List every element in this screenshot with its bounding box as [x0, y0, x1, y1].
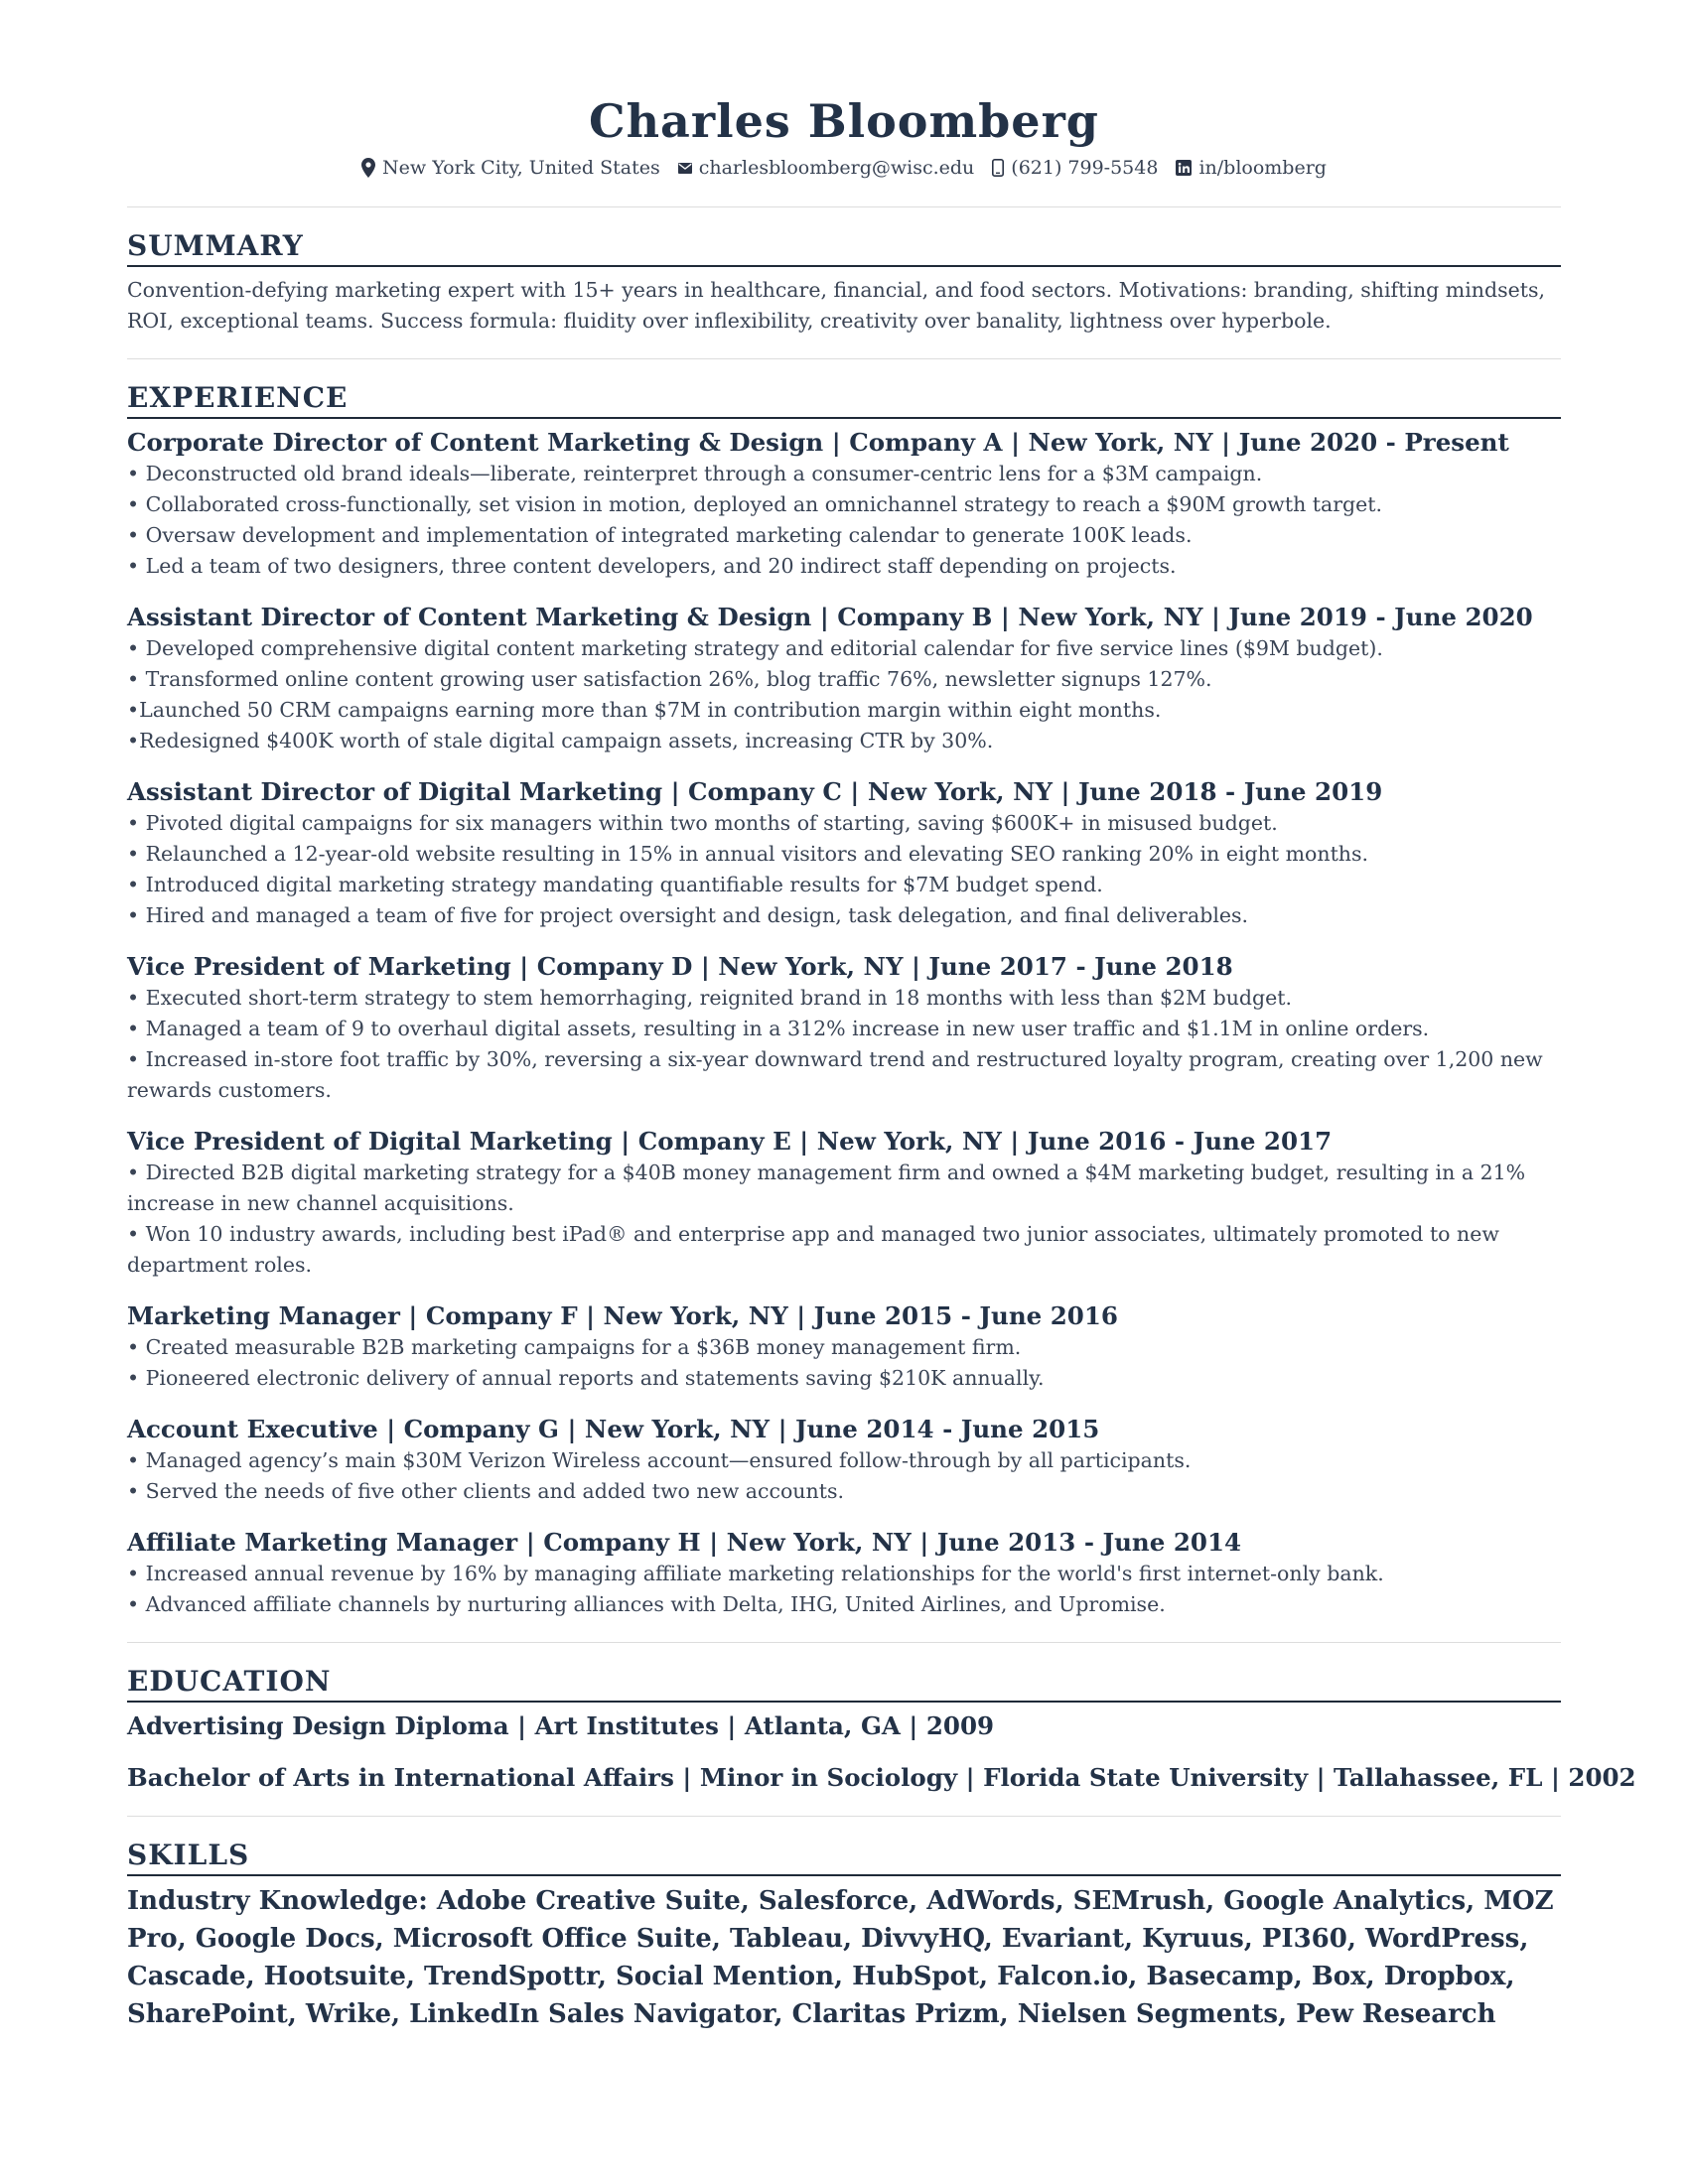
job-bullet: •Launched 50 CRM campaigns earning more than $7M in contribution margin within eight months.: [127, 698, 1162, 722]
job-bullet: • Won 10 industry awards, including best iPad® and enterprise app and managed two junior associates, ultimately promoted to new department roles.: [127, 1222, 1499, 1277]
job-bullet: • Pioneered electronic delivery of annual reports and statements saving $210K annually.: [127, 1366, 1045, 1390]
linkedin-icon: [1176, 160, 1192, 176]
job-bullet: • Increased in-store foot traffic by 30%, reversing a six-year downward trend and restructured loyalty program, creating over 1,200 new rewards customers.: [127, 1047, 1543, 1102]
location-text: New York City, United States: [382, 157, 660, 179]
divider: [127, 206, 1561, 207]
job-bullet: • Oversaw development and implementation of integrated marketing calendar to generate 100K leads.: [127, 523, 1193, 547]
job-title: Affiliate Marketing Manager | Company H | New York, NY | June 2013 - June 2014: [127, 1528, 1242, 1557]
email-text[interactable]: charlesbloomberg@wisc.edu: [698, 157, 975, 179]
job-bullet: • Managed a team of 9 to overhaul digital assets, resulting in a 312% increase in new user traffic and $1.1M in online orders.: [127, 1017, 1430, 1040]
job-bullet: • Managed agency’s main $30M Verizon Wireless account—ensured follow-through by all participants.: [127, 1448, 1192, 1472]
education-section: [127, 1665, 1636, 1794]
experience-heading: EXPERIENCE: [127, 381, 1561, 419]
experience-section: [127, 381, 1561, 1620]
job-bullet: • Introduced digital marketing strategy mandating quantifiable results for $7M budget spend.: [127, 873, 1103, 896]
job-bullet: • Executed short-term strategy to stem hemorrhaging, reignited brand in 18 months with less than $2M budget.: [127, 986, 1293, 1010]
job-title: Marketing Manager | Company F | New York, NY | June 2015 - June 2016: [127, 1301, 1118, 1330]
job-entry: [127, 1414, 1561, 1507]
divider: [127, 358, 1561, 359]
linkedin-text[interactable]: in/bloomberg: [1198, 157, 1327, 179]
job-title: Assistant Director of Digital Marketing | Company C | New York, NY | June 2018 - June 2019: [127, 777, 1383, 806]
skills-section: [127, 1839, 1561, 2033]
job-bullet: • Hired and managed a team of five for project oversight and design, task delegation, and final deliverables.: [127, 903, 1249, 927]
skills-text: Industry Knowledge: Adobe Creative Suite, Salesforce, AdWords, SEMrush, Google Analytics, MOZ Pro, Google Docs, Microsoft Office Suite, Tableau, DivvyHQ, Evariant, Kyruus, PI360, WordPress, Cascade, Hootsuite, TrendSpottr, Social Mention, HubSpot, Falcon.io, Basecamp, Box, Dropbox, SharePoint, Wrike, LinkedIn Sales Navigator, Claritas Prizm, Nielsen Segments, Pew Research: [127, 1886, 1554, 2029]
divider: [127, 1816, 1561, 1817]
contact-linkedin[interactable]: [1176, 157, 1327, 179]
job-bullet: • Directed B2B digital marketing strategy for a $40B money management firm and owned a $4M marketing budget, resulting in a 21% increase in new channel acquisitions.: [127, 1160, 1526, 1215]
job-title: Vice President of Marketing | Company D | New York, NY | June 2017 - June 2018: [127, 952, 1233, 981]
job-bullet: • Pivoted digital campaigns for six managers within two months of starting, saving $600K+ in misused budget.: [127, 811, 1278, 835]
job-title: Assistant Director of Content Marketing & Design | Company B | New York, NY | June 2019 - June 2020: [127, 603, 1533, 631]
contact-bar: [127, 157, 1561, 179]
summary-section: [127, 229, 1561, 337]
map-pin-icon: [361, 158, 375, 178]
job-bullet: • Relaunched a 12-year-old website resulting in 15% in annual visitors and elevating SEO ranking 20% in eight months.: [127, 842, 1369, 866]
job-bullet: • Transformed online content growing user satisfaction 26%, blog traffic 76%, newsletter signups 127%.: [127, 667, 1212, 691]
job-title: Vice President of Digital Marketing | Company E | New York, NY | June 2016 - June 2017: [127, 1127, 1333, 1156]
job-entry: [127, 602, 1561, 756]
job-entry: [127, 951, 1561, 1106]
summary-text: Convention-defying marketing expert with 15+ years in healthcare, financial, and food sectors. Motivations: branding, shifting mindsets, ROI, exceptional teams. Success formula: fluidity over inflexibility, creativity over banality, lightness over hyperbole.: [127, 278, 1546, 333]
candidate-name: Charles Bloomberg: [589, 94, 1099, 148]
job-bullet: •Redesigned $400K worth of stale digital campaign assets, increasing CTR by 30%.: [127, 729, 994, 752]
divider: [127, 1642, 1561, 1643]
mobile-phone-icon: [992, 159, 1004, 177]
job-title: Corporate Director of Content Marketing & Design | Company A | New York, NY | June 2020 - Present: [127, 428, 1509, 457]
job-bullet: • Created measurable B2B marketing campaigns for a $36B money management firm.: [127, 1335, 1022, 1359]
education-entry: Advertising Design Diploma | Art Institutes | Atlanta, GA | 2009: [127, 1711, 995, 1740]
job-bullet: • Led a team of two designers, three content developers, and 20 indirect staff depending on projects.: [127, 554, 1177, 578]
job-bullet: • Increased annual revenue by 16% by managing affiliate marketing relationships for the world's first internet-only bank.: [127, 1562, 1384, 1585]
job-bullet: • Advanced affiliate channels by nurturing alliances with Delta, IHG, United Airlines, and Upromise.: [127, 1592, 1166, 1616]
job-entry: [127, 1126, 1561, 1281]
phone-text: (621) 799-5548: [1011, 157, 1159, 179]
education-heading: EDUCATION: [127, 1665, 1561, 1703]
contact-phone: [992, 157, 1158, 179]
job-entry: [127, 1527, 1561, 1620]
job-entry: [127, 427, 1561, 582]
job-title: Account Executive | Company G | New York, NY | June 2014 - June 2015: [127, 1415, 1100, 1443]
job-bullet: • Developed comprehensive digital content marketing strategy and editorial calendar for five service lines ($9M budget).: [127, 636, 1383, 660]
summary-heading: SUMMARY: [127, 229, 1561, 267]
envelope-icon: [678, 163, 692, 174]
skills-heading: SKILLS: [127, 1839, 1561, 1876]
job-entry: [127, 1300, 1561, 1394]
contact-location: [361, 157, 660, 179]
job-entry: [127, 776, 1561, 931]
job-bullet: • Deconstructed old brand ideals—liberate, reinterpret through a consumer-centric lens for a $3M campaign.: [127, 462, 1263, 485]
job-bullet: • Served the needs of five other clients and added two new accounts.: [127, 1479, 844, 1503]
job-bullet: • Collaborated cross-functionally, set vision in motion, deployed an omnichannel strategy to reach a $90M growth target.: [127, 492, 1383, 516]
contact-email[interactable]: [678, 157, 975, 179]
education-entry: Bachelor of Arts in International Affairs | Minor in Sociology | Florida State University | Tallahassee, FL | 2002: [127, 1763, 1636, 1792]
